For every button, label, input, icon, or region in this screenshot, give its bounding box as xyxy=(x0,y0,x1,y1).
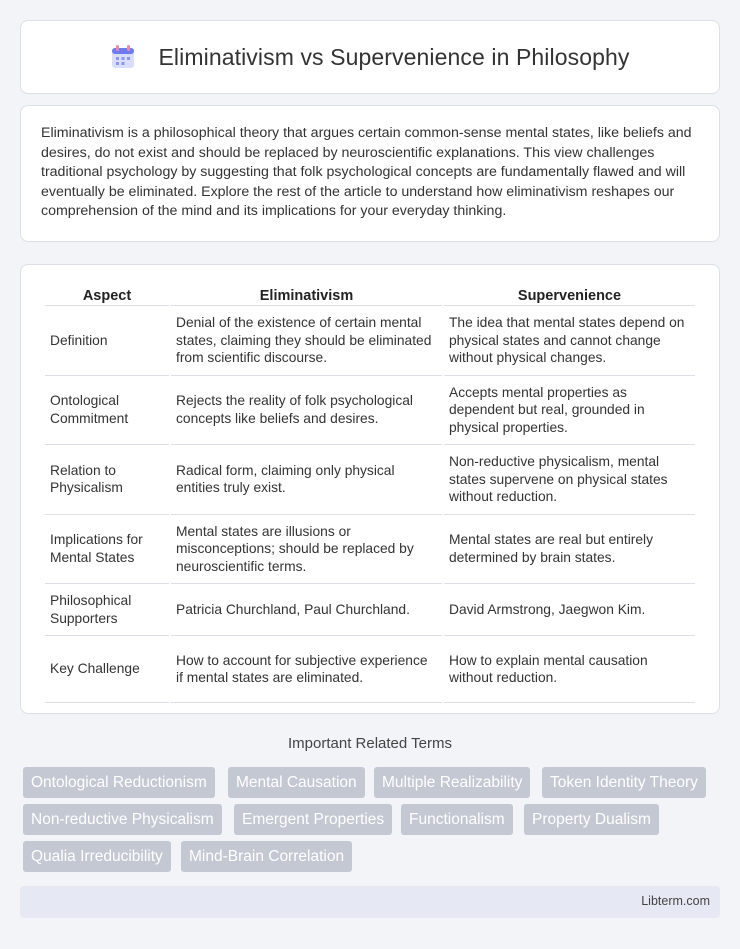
column-header: Supervenience xyxy=(444,285,695,306)
table-cell: Rejects the reality of folk psychological concepts like beliefs and desires. xyxy=(171,376,442,446)
table-cell: Accepts mental properties as dependent but real, grounded in physical properties. xyxy=(444,376,695,446)
related-terms-title: Important Related Terms xyxy=(288,735,452,752)
table-cell: Philosophical Supporters xyxy=(45,584,169,636)
table-cell: Relation to Physicalism xyxy=(45,445,169,515)
term-tag[interactable]: Token Identity Theory xyxy=(542,767,706,798)
table-cell: Definition xyxy=(45,306,169,376)
table-row xyxy=(45,584,695,636)
table-header-row xyxy=(45,285,695,306)
term-tag[interactable]: Ontological Reductionism xyxy=(23,767,215,798)
page-title: Eliminativism vs Supervenience in Philosophy xyxy=(158,43,630,70)
table-row xyxy=(45,306,695,376)
intro-card xyxy=(20,105,720,242)
table-row xyxy=(45,515,695,585)
term-tag[interactable]: Qualia Irreducibility xyxy=(23,841,171,872)
table-cell: Key Challenge xyxy=(45,636,169,703)
table-cell: The idea that mental states depend on physical states and cannot change without physical changes. xyxy=(444,306,695,376)
table-cell: Non-reductive physicalism, mental states supervene on physical states without reduction. xyxy=(444,445,695,515)
table-row xyxy=(45,636,695,703)
term-tag[interactable]: Functionalism xyxy=(401,804,513,835)
table-cell: How to account for subjective experience if mental states are eliminated. xyxy=(171,636,442,703)
table-cell: Mental states are illusions or misconceptions; should be replaced by neuroscientific terms. xyxy=(171,515,442,585)
term-tag[interactable]: Mind-Brain Correlation xyxy=(181,841,352,872)
table-cell: Implications for Mental States xyxy=(45,515,169,585)
table-cell: Denial of the existence of certain mental states, claiming they should be eliminated from scientific discourse. xyxy=(171,306,442,376)
term-tag[interactable]: Non-reductive Physicalism xyxy=(23,804,222,835)
term-tag[interactable]: Mental Causation xyxy=(228,767,365,798)
comparison-card xyxy=(20,264,720,714)
term-tag[interactable]: Multiple Realizability xyxy=(374,767,530,798)
table-cell: David Armstrong, Jaegwon Kim. xyxy=(444,584,695,636)
table-row xyxy=(45,376,695,446)
table-cell: Patricia Churchland, Paul Churchland. xyxy=(171,584,442,636)
table-cell: Radical form, claiming only physical entities truly exist. xyxy=(171,445,442,515)
intro-text: Eliminativism is a philosophical theory that argues certain common-sense mental states, like beliefs and desires, do not exist and should be replaced by neuroscientific explanations. This view challenges traditional psychology by suggesting that folk psychological concepts are fundamentally flawed and will eventually be eliminated. Explore the rest of the article to understand how eliminativism reshapes our comprehension of the mind and its implications for your everyday thinking. xyxy=(41,125,692,219)
table-cell: How to explain mental causation without reduction. xyxy=(444,636,695,703)
footer-site-link[interactable]: Libterm.com xyxy=(641,894,710,908)
footer xyxy=(20,886,720,918)
calendar-icon xyxy=(110,44,136,70)
table-cell: Mental states are real but entirely determined by brain states. xyxy=(444,515,695,585)
comparison-table xyxy=(43,285,697,703)
column-header: Eliminativism xyxy=(171,285,442,306)
table-cell: Ontological Commitment xyxy=(45,376,169,446)
term-tag[interactable]: Property Dualism xyxy=(524,804,659,835)
table-row xyxy=(45,445,695,515)
column-header: Aspect xyxy=(45,285,169,306)
term-tag[interactable]: Emergent Properties xyxy=(234,804,392,835)
header-card xyxy=(20,20,720,94)
